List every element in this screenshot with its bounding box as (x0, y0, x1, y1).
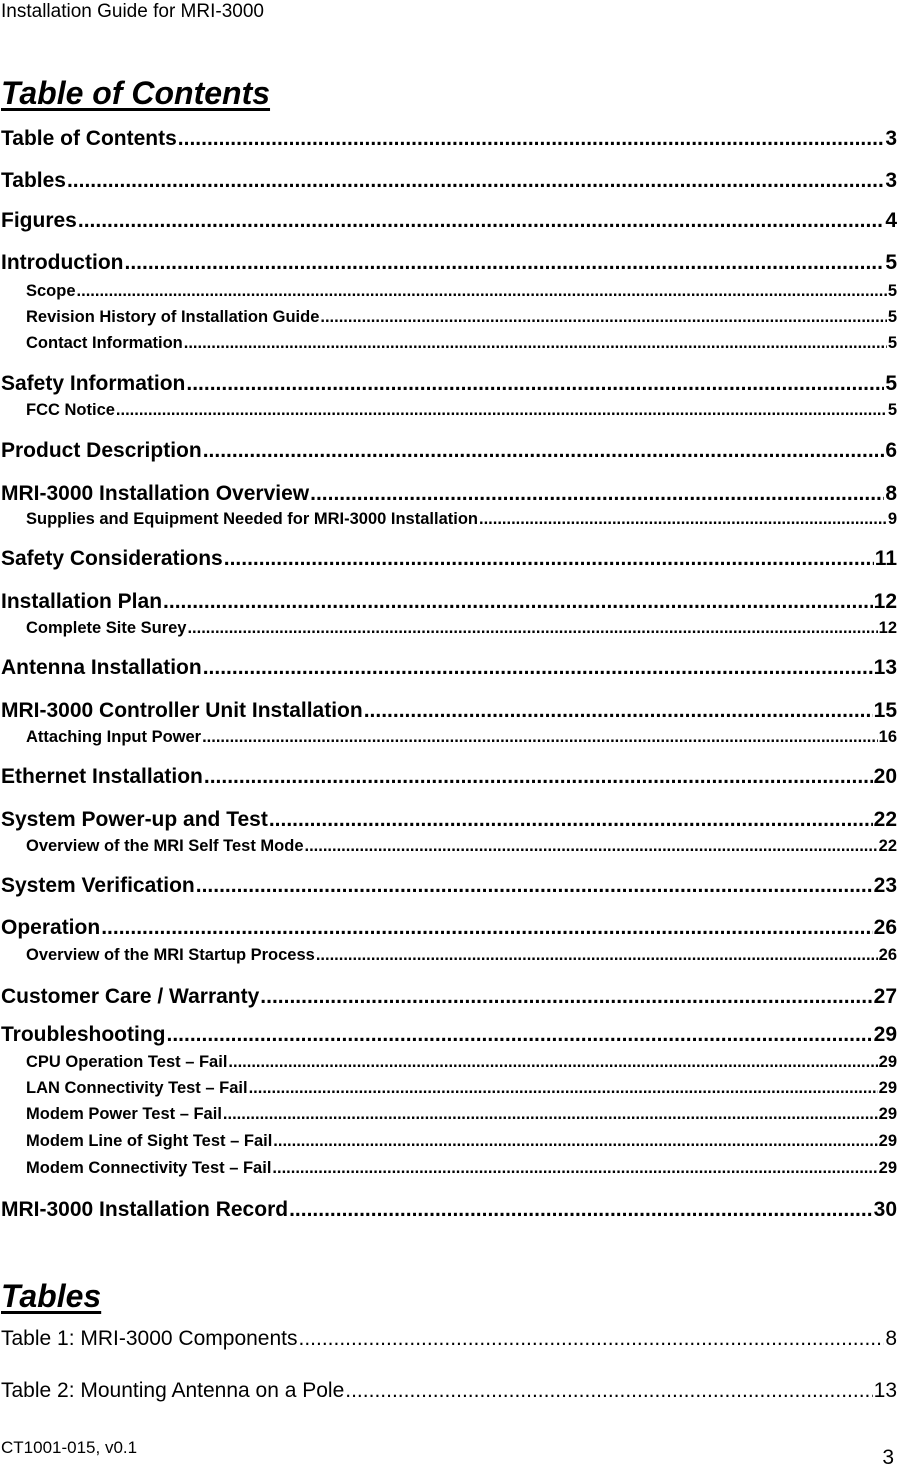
toc-entry-label: Product Description (1, 439, 202, 462)
toc-entry-introduction[interactable] (1, 250, 897, 276)
toc-entry-contact-information[interactable] (26, 332, 897, 354)
toc-entry-modem-power-test[interactable] (26, 1103, 897, 1125)
toc-entry-label: FCC Notice (26, 401, 115, 419)
toc-entry-page: 3 (885, 127, 897, 150)
toc-entry-cpu-operation-test[interactable] (26, 1051, 897, 1073)
dot-leader (196, 873, 873, 899)
toc-entry-page: 29 (878, 1105, 897, 1123)
toc-entry-page: 3 (885, 169, 897, 192)
toc-entry-page: 16 (878, 728, 897, 746)
toc-entry-page: 5 (887, 401, 897, 419)
toc-entry-page: 12 (878, 619, 897, 637)
toc-entry-page: 4 (885, 209, 897, 232)
toc-entry-installation-plan[interactable] (1, 589, 897, 615)
dot-leader (163, 589, 873, 615)
dot-leader (269, 807, 873, 833)
dot-leader (479, 508, 887, 530)
toc-entry-page: 6 (885, 439, 897, 462)
toc-entry-system-verification[interactable] (1, 873, 897, 899)
toc-entry-label: Modem Power Test – Fail (26, 1105, 222, 1123)
toc-entry-page: 22 (878, 837, 897, 855)
toc-entry-troubleshooting[interactable] (1, 1022, 897, 1048)
toc-entry-label: Scope (26, 282, 76, 300)
toc-heading: Table of Contents (1, 75, 271, 111)
toc-entry-label: Figures (1, 209, 77, 232)
toc-entry-modem-line-of-sight-test[interactable] (26, 1130, 897, 1152)
toc-entry-table-of-contents[interactable] (1, 126, 897, 152)
page-header: Installation Guide for MRI-3000 (1, 1, 264, 22)
toc-entry-safety-information[interactable] (1, 371, 897, 397)
toc-entry-page: 15 (873, 699, 897, 722)
toc-entry-label: LAN Connectivity Test – Fail (26, 1079, 248, 1097)
toc-entry-customer-care-warranty[interactable] (1, 984, 897, 1010)
toc-entry-lan-connectivity-test[interactable] (26, 1077, 897, 1099)
dot-leader (320, 306, 886, 328)
toc-entry-page: 27 (873, 985, 897, 1008)
toc-entry-operation[interactable] (1, 915, 897, 941)
dot-leader (299, 1326, 885, 1352)
toc-entry-label: Customer Care / Warranty (1, 985, 260, 1008)
toc-entry-label: Ethernet Installation (1, 765, 203, 788)
toc-entry-complete-site-survey[interactable] (26, 617, 897, 639)
toc-entry-installation-record[interactable] (1, 1197, 897, 1223)
toc-entry-label: Overview of the MRI Startup Process (26, 946, 315, 964)
toc-entry-label: Modem Connectivity Test – Fail (26, 1159, 272, 1177)
toc-entry-page: 9 (887, 510, 897, 528)
toc-entry-label: Introduction (1, 251, 124, 274)
toc-entry-label: Operation (1, 916, 101, 939)
toc-entry-label: Supplies and Equipment Needed for MRI-3000 Installation (26, 510, 478, 528)
toc-entry-label: MRI-3000 Controller Unit Installation (1, 699, 363, 722)
toc-entry-label: Table of Contents (1, 127, 177, 150)
dot-leader (204, 764, 873, 790)
toc-entry-fcc-notice[interactable] (26, 399, 897, 421)
footer-doc-id: CT1001-015, v0.1 (1, 1438, 138, 1457)
toc-entry-page: 12 (873, 590, 897, 613)
toc-entry-page: 29 (878, 1053, 897, 1071)
toc-entry-label: System Verification (1, 874, 195, 897)
footer-page-number: 3 (882, 1446, 894, 1469)
dot-leader (305, 835, 878, 857)
dot-leader (272, 1157, 877, 1179)
tables-entry-label: Table 1: MRI-3000 Components (1, 1327, 298, 1350)
dot-leader (166, 1022, 872, 1048)
toc-entry-safety-considerations[interactable] (1, 546, 897, 572)
toc-entry-page: 23 (873, 874, 897, 897)
dot-leader (249, 1077, 878, 1099)
dot-leader (186, 371, 884, 397)
toc-entry-label: System Power-up and Test (1, 808, 268, 831)
dot-leader (260, 984, 872, 1010)
dot-leader (223, 1103, 878, 1125)
dot-leader (345, 1378, 872, 1404)
toc-entry-page: 8 (885, 482, 897, 505)
toc-entry-label: Overview of the MRI Self Test Mode (26, 837, 304, 855)
toc-entry-page: 26 (873, 916, 897, 939)
tables-heading: Tables (1, 1278, 102, 1314)
tables-entry-label: Table 2: Mounting Antenna on a Pole (1, 1379, 345, 1402)
dot-leader (77, 280, 887, 302)
dot-leader (364, 698, 873, 724)
dot-leader (228, 1051, 877, 1073)
toc-entry-page: 29 (878, 1079, 897, 1097)
toc-entry-tables[interactable] (1, 168, 897, 194)
toc-entry-label: Revision History of Installation Guide (26, 308, 320, 326)
toc-entry-startup-process[interactable] (26, 944, 897, 966)
toc-entry-label: CPU Operation Test – Fail (26, 1053, 228, 1071)
toc-entry-page: 5 (887, 308, 897, 326)
toc-entry-ethernet-installation[interactable] (1, 764, 897, 790)
dot-leader (273, 1130, 877, 1152)
toc-entry-label: Antenna Installation (1, 656, 202, 679)
toc-entry-attaching-input-power[interactable] (26, 726, 897, 748)
toc-entry-controller-unit-installation[interactable] (1, 698, 897, 724)
toc-entry-scope[interactable] (26, 280, 897, 302)
toc-entry-installation-overview[interactable] (1, 481, 897, 507)
toc-entry-page: 30 (873, 1198, 897, 1221)
dot-leader (310, 481, 884, 507)
toc-entry-page: 29 (878, 1159, 897, 1177)
toc-entry-label: Tables (1, 169, 66, 192)
tables-entry-page: 13 (873, 1379, 897, 1402)
toc-entry-label: Contact Information (26, 334, 183, 352)
dot-leader (187, 617, 877, 639)
dot-leader (101, 915, 872, 941)
dot-leader (224, 546, 874, 572)
toc-entry-self-test-mode[interactable] (26, 835, 897, 857)
toc-entry-page: 5 (887, 334, 897, 352)
toc-entry-page: 5 (885, 251, 897, 274)
toc-entry-system-power-up[interactable] (1, 807, 897, 833)
toc-entry-supplies-and-equipment[interactable] (26, 508, 897, 530)
toc-entry-label: Safety Information (1, 372, 186, 395)
toc-entry-page: 5 (887, 282, 897, 300)
dot-leader (316, 944, 878, 966)
dot-leader (178, 126, 885, 152)
toc-entry-page: 29 (878, 1132, 897, 1150)
toc-entry-antenna-installation[interactable] (1, 655, 897, 681)
tables-entry-components[interactable] (1, 1326, 897, 1352)
toc-entry-page: 26 (878, 946, 897, 964)
tables-entry-page: 8 (885, 1327, 897, 1350)
toc-entry-modem-connectivity-test[interactable] (26, 1157, 897, 1179)
dot-leader (116, 399, 887, 421)
dot-leader (202, 726, 878, 748)
toc-entry-revision-history[interactable] (26, 306, 897, 328)
dot-leader (203, 438, 885, 464)
toc-entry-label: Attaching Input Power (26, 728, 202, 746)
toc-entry-label: Safety Considerations (1, 547, 223, 570)
toc-entry-product-description[interactable] (1, 438, 897, 464)
toc-entry-figures[interactable] (1, 208, 897, 234)
toc-entry-label: MRI-3000 Installation Overview (1, 482, 310, 505)
dot-leader (184, 332, 887, 354)
dot-leader (67, 168, 884, 194)
dot-leader (124, 250, 884, 276)
toc-entry-label: MRI-3000 Installation Record (1, 1198, 289, 1221)
dot-leader (289, 1197, 873, 1223)
toc-entry-page: 29 (873, 1023, 897, 1046)
toc-entry-page: 20 (873, 765, 897, 788)
toc-entry-label: Complete Site Surey (26, 619, 187, 637)
toc-entry-page: 5 (885, 372, 897, 395)
toc-entry-label: Troubleshooting (1, 1023, 166, 1046)
dot-leader (203, 655, 873, 681)
toc-entry-page: 22 (873, 808, 897, 831)
toc-entry-label: Modem Line of Sight Test – Fail (26, 1132, 273, 1150)
toc-entry-label: Installation Plan (1, 590, 163, 613)
toc-entry-page: 13 (873, 656, 897, 679)
toc-entry-page: 11 (874, 547, 897, 570)
dot-leader (78, 208, 884, 234)
tables-entry-mounting-antenna[interactable] (1, 1378, 897, 1404)
